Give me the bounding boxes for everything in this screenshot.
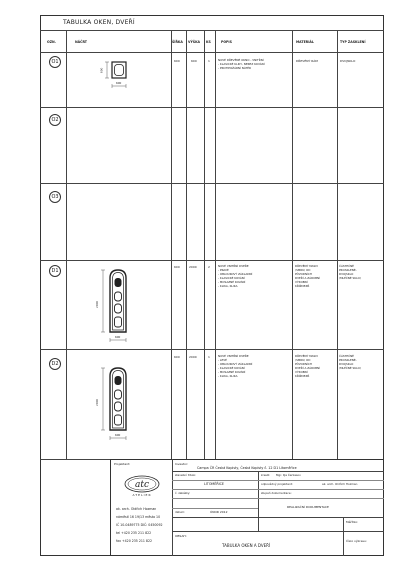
header-desc: POPIS <box>221 40 232 44</box>
table-title: TABULKA OKEN, DVEŘÍ <box>63 19 135 26</box>
odpov-label: odpovědný projektant: <box>261 482 293 486</box>
row-d1-height: 2000 <box>189 265 197 269</box>
tb-vline-3 <box>343 517 344 556</box>
col-line-4 <box>204 30 205 459</box>
row-d2-height: 2000 <box>189 355 197 359</box>
header-oz: OZN. <box>47 40 56 44</box>
row-mark-o2: O2 <box>49 114 61 126</box>
tb-hline-7 <box>172 531 384 532</box>
col-line-2 <box>171 30 172 459</box>
row-o1-height: 600 <box>191 59 197 63</box>
row-d2-count: 1 <box>208 355 210 359</box>
row-mark-o3: O3 <box>49 191 61 203</box>
stavba-value: LITOMĚŘICE <box>204 482 224 486</box>
window-o1-dim-vertical: 600 <box>99 67 104 74</box>
row-d1-count: 2 <box>208 265 210 269</box>
row-o1-width: 600 <box>174 59 180 63</box>
row-line-1 <box>40 107 384 108</box>
header-height: VÝŠKA <box>188 40 201 44</box>
tb-hline-5 <box>172 508 258 509</box>
tb-hline-2 <box>172 480 384 481</box>
row-d1-desc: NOVÉ VNITŘNÍ DVEŘE - PRAVÉ - OBLOUKOVÝ ZÁKLADNÍ - KLASICKÉ KOVÁNÍ - MOSAZNÉ KOVÁNÍ - KLIKA, KLIKA <box>218 264 253 288</box>
door-d1-dim-horizontal: 600 <box>115 335 121 339</box>
row-d2-glazing: ČÁSTEČNĚ PROSKLENÉ- DVOJSKLO (MLÉČNÉ SKLO) <box>339 354 361 370</box>
tb-hline-3 <box>172 489 384 490</box>
door-d2-dim-vertical: 2000 <box>95 398 100 406</box>
window-sketch-o1 <box>100 58 140 94</box>
atc-logo <box>124 475 160 497</box>
col-line-1 <box>66 30 67 459</box>
projektant-label: Projektant: <box>114 462 131 466</box>
zakazka-label: č. zakázky: <box>175 491 191 495</box>
row-o1-count: 1 <box>208 59 210 63</box>
header-bottom-line <box>40 52 384 53</box>
tb-hline-1 <box>172 471 384 472</box>
stupen-value: REALIZAČNÍ DOKUMENTACE <box>287 505 329 509</box>
door-d2-dim-horizontal: 600 <box>115 433 121 437</box>
investor-value: Campa ČR Česká Kopisty, Česká Kopisty č. 12 D1 Litoměřice <box>197 466 297 470</box>
row-mark-o1: O1 <box>49 56 61 68</box>
row-d1-width: 600 <box>174 265 180 269</box>
row-mark-d2: D2 <box>49 358 61 370</box>
office-address: ak. arch. Oldřich Hozman náměstí 16 19/13 město 10 IČ 10-0489775 DIČ: 0450092 tel +420 235 211 822 fax +420 235 211 822 <box>116 507 163 543</box>
col-line-5 <box>215 30 216 459</box>
row-d2-material: DŘEVĚNÝ MASIV (SMRK) OD PŮVODNÍCH DVEŘÍ A ZÁRUBNÍ VÝROBNÍ KŘÍŽDEZŘ <box>295 354 320 378</box>
kreslil-label: kreslil: <box>261 473 271 477</box>
row-d1-material: DŘEVĚNÝ MASIV (SMRK) OD PŮVODNÍCH DVEŘÍ A ZÁRUBNÍ VÝROBNÍ KŘÍŽDEZŘ <box>295 264 320 288</box>
datum-label: datum: <box>175 510 186 514</box>
row-line-3 <box>40 260 384 261</box>
logo-text: atc <box>134 480 150 490</box>
title-underline <box>40 30 384 31</box>
row-d2-width: 600 <box>174 355 180 359</box>
header-glazing: TYP ZASKLENÍ <box>340 40 366 44</box>
header-count: KS <box>206 40 211 44</box>
tb-hline-4 <box>172 498 384 499</box>
row-d2-desc: NOVÉ VNITŘNÍ DVEŘE - LEVÉ - OBLOUKOVÝ ZÁKLADNÍ - KLASICKÉ KOVÁNÍ - MOSAZNÉ KOVÁNÍ - KLIKA, KLIKA <box>218 354 253 378</box>
header-sketch: NÁČRT <box>75 40 87 44</box>
header-width: ŠÍŘKA <box>172 40 183 44</box>
window-o1-dim-horizontal: 600 <box>116 81 122 85</box>
door-d1-dim-vertical: 2000 <box>95 300 100 308</box>
row-d1-glazing: ČÁSTEČNĚ PROSKLENÉ- DVOJSKLO (MLÉČNÉ SKLO) <box>339 264 361 280</box>
col-line-7 <box>337 30 338 459</box>
kreslil-value: Mgr. Ilja Čerkasov <box>276 473 301 477</box>
logo-subtext: ATELIER <box>132 493 152 497</box>
datum-value: ÚNOR 2012 <box>210 510 228 514</box>
col-line-6 <box>292 30 293 459</box>
row-line-4 <box>40 349 384 350</box>
obsah-label: OBSAH: <box>175 534 187 538</box>
meritko-label: Měřítko: <box>346 520 359 524</box>
stupen-label: stupeň dokumentace: <box>261 491 292 495</box>
stavba-label: stavební titulo: <box>175 473 197 477</box>
col-line-3 <box>186 30 187 459</box>
cislo-label: Číslo výkresu: <box>346 539 367 543</box>
row-line-2 <box>40 183 384 184</box>
tb-hline-6 <box>172 517 384 518</box>
row-o1-glazing: DVOJSKLO <box>340 59 356 63</box>
row-mark-d1: D1 <box>49 265 61 277</box>
odpov-value: ak. arch. Oldřich Hozman <box>322 482 358 486</box>
header-material: MATERIÁL <box>296 40 314 44</box>
investor-label: Investor: <box>175 462 189 466</box>
obsah-value: TABULKA OKEN A DVEŘÍ <box>222 543 271 548</box>
row-o1-desc: NOVÉ DŘEVĚNÉ OKNO - VNITŘNÍ - KLASICKÉ KLIKY, NEREZ KOVÁNÍ - PROTIPOŽÁRNÍ NÁTĚR <box>218 58 265 70</box>
row-o1-material: DŘEVĚNÝ RÁM <box>296 59 318 63</box>
